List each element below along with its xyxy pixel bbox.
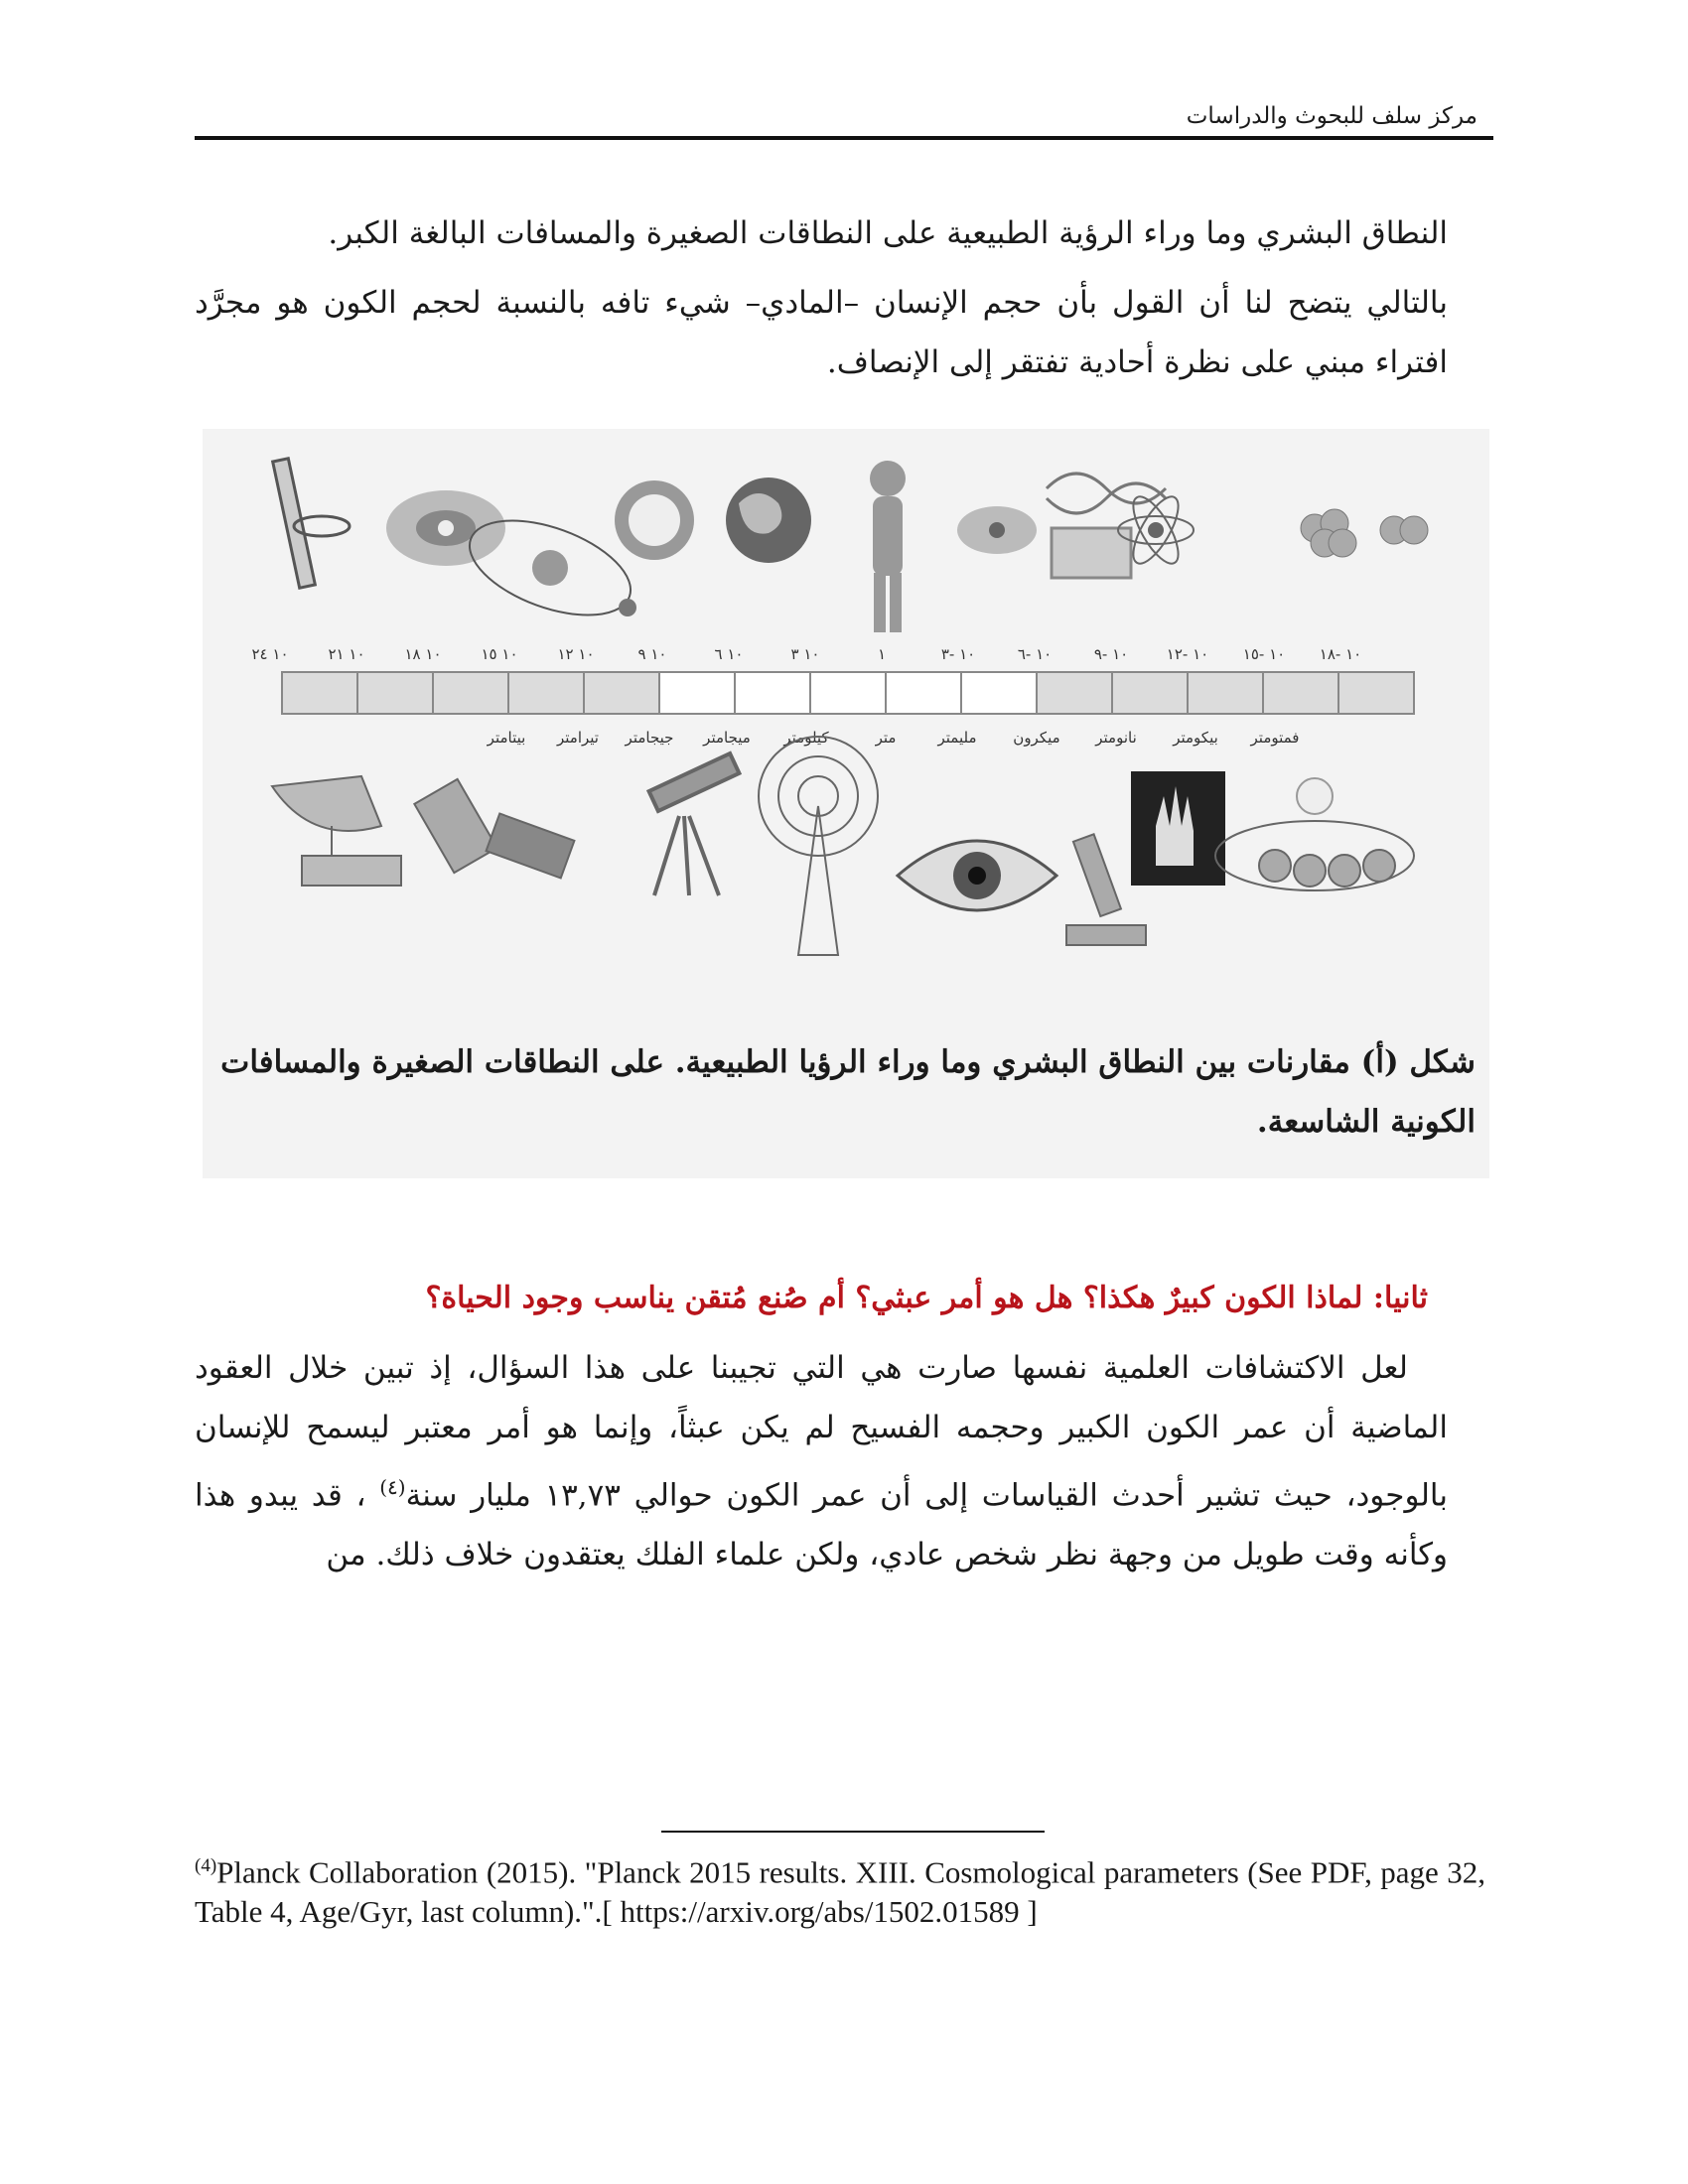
space-telescope-illustration (414, 779, 574, 879)
earth-illustration (726, 478, 811, 563)
particle-accelerator-illustration (1215, 778, 1414, 890)
cell-illustration (957, 506, 1037, 554)
figure-caption-line-2: الكونية الشاسعة. (1256, 1104, 1476, 1140)
footnote-text: Planck Collaboration (2015). "Planck 2015 results. XIII. Cosmological parameters (See PDF, page 32, Table 4, Age/Gyr, last column).".[ https://arxiv.org/abs/1502.01589 ] (195, 1854, 1485, 1930)
exponent-label: ١٠ ١٢ (557, 645, 595, 663)
intro-paragraph: بالتالي يتضح لنا أن القول بأن حجم الإنسان –المادي– شيء تافه بالنسبة لحجم الكون هو مجرَّد افتراء مبني على نظرة أحادية تفتقر إلى الإنصاف. (195, 285, 1448, 380)
radio-dish-illustration (272, 776, 401, 886)
header-rule (195, 136, 1493, 140)
exponent-label: ١٠ -١٥ (1242, 645, 1286, 663)
exponent-label: ١٠ ١٨ (404, 645, 442, 663)
figure-caption-line-1: شكل (أ) مقارنات بين النطاق البشري وما وراء الرؤيا الطبيعية. على النطاقات الصغيرة والمسافات (220, 1044, 1476, 1080)
xray-hand-illustration (1131, 771, 1225, 886)
figure-caption (203, 1032, 1489, 1152)
exponent-label: ١٠ ٢٤ (251, 645, 289, 663)
unit-label: بيكومتر (1173, 729, 1218, 747)
figure-illustration (203, 429, 1489, 1024)
footnote (195, 1846, 1485, 1932)
section-heading: ثانيا: لماذا الكون كبيرٌ هكذا؟ هل هو أمر عبثي؟ أم صُنع مُتقن يناسب وجود الحياة؟ (425, 1281, 1428, 1315)
unit-label: بيتامتر (487, 729, 526, 747)
dna-illustration (1047, 474, 1166, 578)
footnote-rule (661, 1831, 1045, 1833)
unit-label: ميجامتر (703, 729, 751, 747)
scale-bar (282, 672, 1414, 714)
galaxy-illustration (386, 490, 505, 566)
unit-label: مليمتر (937, 729, 977, 747)
unit-label: فمتومتر (1250, 729, 1300, 747)
unit-label: جيجامتر (625, 729, 674, 747)
exponent-label: ١٠ ٢١ (328, 645, 365, 663)
exponent-label: ١٠ ١٥ (481, 645, 518, 663)
running-header: مركز سلف للبحوث والدراسات (1186, 103, 1477, 129)
unit-labels (487, 729, 1300, 747)
exponent-label: ١٠ ٦ (714, 645, 744, 663)
exponent-label: ١٠ ٣ (790, 645, 820, 663)
nucleus-illustration (1301, 509, 1428, 557)
unit-label: تيرامتر (557, 729, 599, 747)
exponent-label: ١٠ -١٨ (1319, 645, 1362, 663)
unit-label: متر (875, 729, 897, 747)
exponent-label: ١ (877, 645, 887, 663)
radio-tower-illustration (759, 737, 878, 955)
exponent-label: ١٠ ٩ (637, 645, 667, 663)
footnote-reference[interactable]: (٤) (379, 1475, 406, 1499)
human-figure-illustration (870, 461, 906, 632)
section-body-part-1: لعل الاكتشافات العلمية نفسها صارت هي التي تجيبنا على هذا السؤال، إذ تبين خلال العقود الماضية أن عمر الكون الكبير وحجمه الفسيح لم يكن عبثاً، وإنما هو أمر معتبر ليسمح للإنسان بالوجود، حيث تشير أحدث القياسات إلى أن عمر الكون حوالي ١٣,٧٣ مليار سنة (195, 1350, 1449, 1514)
intro-line-1: النطاق البشري وما وراء الرؤية الطبيعية على النطاقات الصغيرة والمسافات البالغة الكبر. (328, 215, 1448, 251)
section-body (195, 1338, 1448, 1584)
unit-label: كيلومتر (783, 729, 829, 747)
unit-label: ميكرون (1013, 729, 1060, 747)
space-probe-illustration (273, 459, 350, 588)
exponent-label: ١٠ -٣ (940, 645, 976, 663)
sun-illustration (615, 480, 694, 560)
exponent-label: ١٠ -١٢ (1166, 645, 1209, 663)
eye-illustration (898, 841, 1056, 910)
unit-label: نانومتر (1095, 729, 1137, 747)
exponent-label: ١٠ -٦ (1017, 645, 1053, 663)
exponent-tick-labels (251, 645, 1361, 663)
optical-telescope-illustration (649, 753, 740, 895)
section-body-part-2: ، قد يبدو هذا وكأنه وقت طويل من وجهة نظر شخص عادي، ولكن علماء الفلك يعتقدون خلاف ذلك. من (195, 1477, 1448, 1573)
exponent-label: ١٠ -٩ (1093, 645, 1129, 663)
footnote-marker: (4) (195, 1855, 217, 1876)
